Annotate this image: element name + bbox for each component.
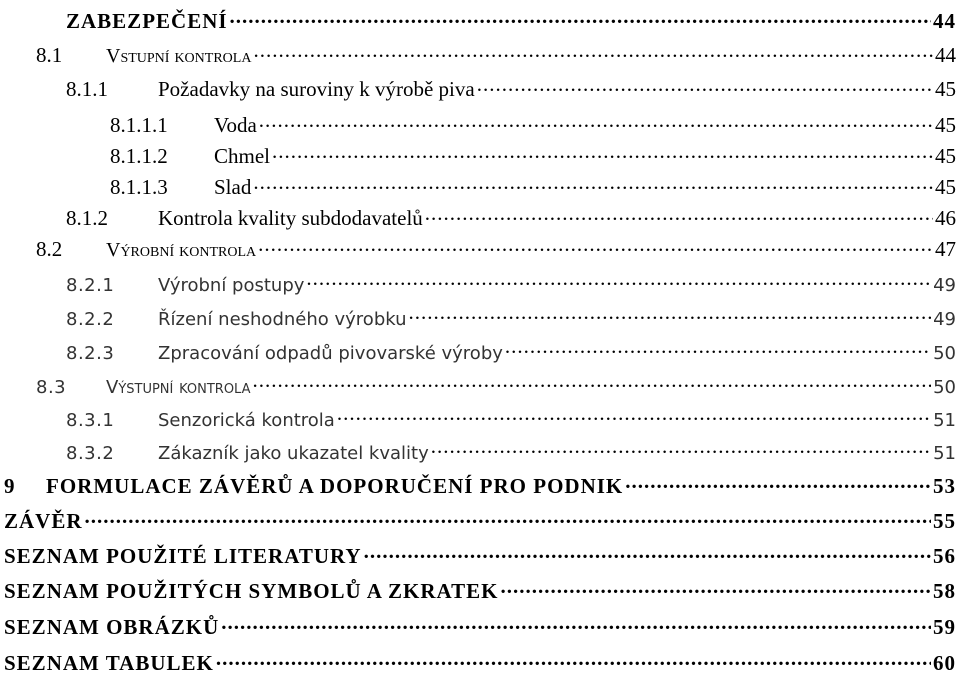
toc-entry[interactable] — [66, 197, 956, 231]
toc-entry-title: ZÁVĚR — [4, 509, 83, 533]
toc-entry-number: 8.1.1 — [66, 77, 108, 101]
dot-leader — [258, 228, 933, 262]
toc-entry-page: 56 — [933, 544, 956, 568]
toc-entry[interactable] — [36, 228, 956, 262]
toc-entry-title: Výrobní kontrola — [106, 239, 257, 261]
toc-entry[interactable] — [66, 296, 956, 330]
dot-leader — [216, 642, 931, 676]
toc-entry-title: FORMULACE ZÁVĚRŮ A DOPORUČENÍ PRO PODNIK — [46, 474, 624, 498]
dot-leader — [306, 262, 931, 296]
toc-entry[interactable] — [66, 0, 956, 34]
toc-entry[interactable] — [4, 535, 956, 569]
toc-entry-page: 51 — [933, 443, 956, 464]
toc-entry[interactable] — [66, 68, 956, 102]
toc-entry-title: Řízení neshodného výrobku — [158, 309, 407, 330]
toc-entry[interactable] — [66, 397, 956, 431]
dot-leader — [501, 570, 931, 604]
dot-leader — [253, 166, 933, 200]
toc-entry[interactable] — [110, 135, 956, 169]
toc-entry-title: SEZNAM POUŽITÉ LITERATURY — [4, 544, 362, 568]
toc-entry-page: 59 — [933, 615, 956, 639]
dot-leader — [431, 430, 931, 464]
toc-entry-page: 45 — [935, 175, 956, 199]
toc-entry-title: Zákazník jako ukazatel kvality — [158, 443, 429, 464]
toc-entry-number: 8.2.3 — [66, 343, 115, 364]
dot-leader — [253, 364, 932, 398]
toc-entry-page: 45 — [935, 113, 956, 137]
dot-leader — [409, 296, 932, 330]
toc-entry-page: 53 — [933, 474, 956, 498]
dot-leader — [272, 135, 933, 169]
toc-entry-number: 8.2.2 — [66, 309, 115, 330]
toc-entry-page: 44 — [935, 43, 956, 67]
toc-entry-page: 58 — [933, 579, 956, 603]
dot-leader — [364, 535, 931, 569]
dot-leader — [85, 500, 931, 534]
toc-entry-title: Kontrola kvality subdodavatelů — [158, 206, 423, 230]
toc-entry[interactable] — [4, 606, 956, 640]
toc-entry[interactable] — [66, 330, 956, 364]
toc-entry-title: SEZNAM POUŽITÝCH SYMBOLŮ A ZKRATEK — [4, 579, 499, 603]
dot-leader — [259, 104, 933, 138]
toc-entry-page: 44 — [933, 9, 956, 33]
toc-entry-page: 49 — [933, 275, 956, 296]
toc-entry-number: 8.2 — [36, 237, 63, 261]
toc-entry-title: Chmel — [214, 144, 270, 168]
dot-leader — [337, 397, 931, 431]
toc-entry-title: Výstupní kontrola — [106, 377, 251, 398]
toc-entry[interactable] — [110, 104, 956, 138]
dot-leader — [477, 68, 933, 102]
toc-entry-title: Slad — [214, 175, 252, 199]
toc-entry-title: Voda — [214, 113, 257, 137]
toc-entry-page: 46 — [935, 206, 956, 230]
toc-entry-number: 9 — [4, 474, 16, 498]
dot-leader — [221, 606, 931, 640]
toc-entry-number: 8.2.1 — [66, 275, 115, 296]
dot-leader — [625, 465, 931, 499]
dot-leader — [230, 0, 931, 34]
toc-entry-page: 51 — [933, 410, 956, 431]
toc-entry-title: SEZNAM OBRÁZKŮ — [4, 615, 220, 639]
toc-entry-title: SEZNAM TABULEK — [4, 651, 214, 675]
toc-entry[interactable] — [66, 430, 956, 464]
toc-entry[interactable] — [4, 642, 956, 676]
toc-entry-page: 45 — [935, 144, 956, 168]
toc-entry-page: 55 — [933, 509, 956, 533]
toc-entry[interactable] — [4, 570, 956, 604]
toc-entry[interactable] — [110, 166, 956, 200]
toc-entry[interactable] — [4, 465, 956, 499]
toc-entry-number: 8.3.1 — [66, 410, 115, 431]
toc-entry-number: 8.1 — [36, 43, 63, 67]
toc-entry-number: 8.3 — [36, 377, 67, 398]
toc-entry-page: 60 — [933, 651, 956, 675]
toc-entry[interactable] — [66, 262, 956, 296]
toc-entry-page: 49 — [933, 309, 956, 330]
dot-leader — [253, 34, 933, 68]
toc-entry-number: 8.1.1.3 — [110, 175, 168, 199]
toc-entry-title: ZABEZPEČENÍ — [66, 9, 228, 33]
toc-entry-title: Výrobní postupy — [158, 275, 305, 296]
toc-entry-page: 50 — [933, 343, 956, 364]
dot-leader — [425, 197, 933, 231]
toc-entry[interactable] — [4, 500, 956, 534]
toc-entry-title: Požadavky na suroviny k výrobě piva — [158, 77, 475, 101]
toc-entry-page: 50 — [933, 377, 956, 398]
toc-entry-number: 8.3.2 — [66, 443, 115, 464]
toc-entry-page: 45 — [935, 77, 956, 101]
toc-entry-page: 47 — [935, 237, 956, 261]
toc-entry-number: 8.1.2 — [66, 206, 108, 230]
toc-entry-number: 8.1.1.2 — [110, 144, 168, 168]
toc-entry-title: Vstupní kontrola — [106, 45, 252, 67]
toc-entry-number: 8.1.1.1 — [110, 113, 168, 137]
dot-leader — [505, 330, 931, 364]
toc-entry[interactable] — [36, 364, 956, 398]
toc-entry-title: Zpracování odpadů pivovarské výroby — [158, 343, 503, 364]
toc-entry-title: Senzorická kontrola — [158, 410, 335, 431]
toc-entry[interactable] — [36, 34, 956, 68]
